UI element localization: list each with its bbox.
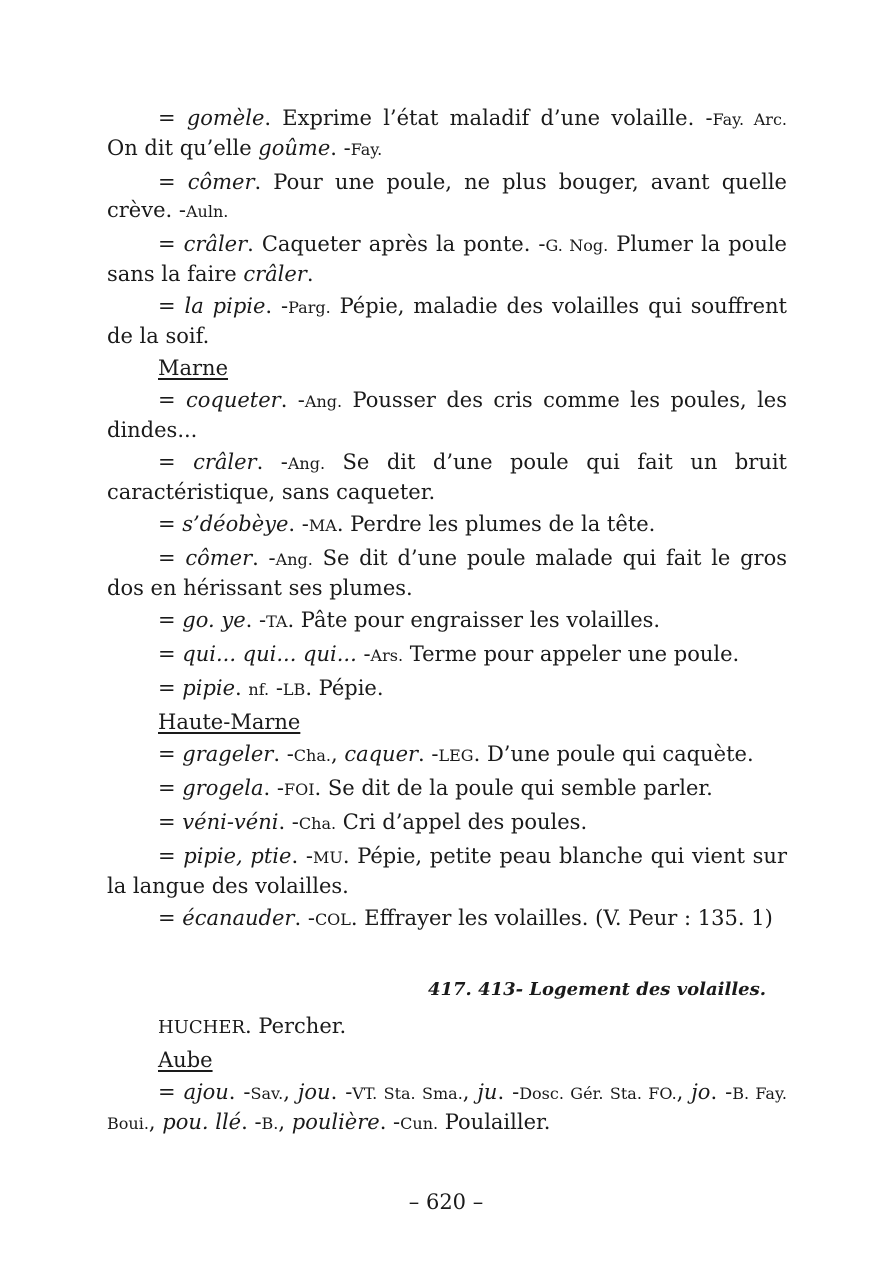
text: . - bbox=[294, 906, 315, 930]
headword: ju bbox=[477, 1080, 498, 1104]
text: = bbox=[158, 676, 183, 700]
headword: gomèle bbox=[186, 106, 265, 130]
text: = bbox=[158, 546, 186, 570]
text: . Pépie. bbox=[305, 676, 384, 700]
headword-caps: HUCHER bbox=[158, 1017, 246, 1038]
headword: pou. llé bbox=[162, 1110, 242, 1134]
text: Terme pour appeler une poule. bbox=[403, 642, 740, 666]
text: = bbox=[158, 810, 183, 834]
text: . - bbox=[245, 608, 267, 632]
source-abbrev: Parg. bbox=[288, 298, 331, 317]
headword: coqueter bbox=[186, 388, 281, 412]
text: = bbox=[158, 844, 184, 868]
text: Plumer la poule sans la faire bbox=[107, 232, 787, 286]
entry-ajou bbox=[107, 1078, 787, 1138]
text: Cri d’appel des poules. bbox=[336, 810, 588, 834]
source-abbrev: B. Fay. Boui. bbox=[107, 1084, 787, 1133]
text: . bbox=[235, 676, 249, 700]
text: = bbox=[158, 170, 188, 194]
entry-ecanauder bbox=[107, 904, 787, 934]
text: . - bbox=[330, 1080, 353, 1104]
headword: crâler bbox=[183, 232, 248, 256]
page-number: – 620 – bbox=[408, 1190, 484, 1214]
text: . - bbox=[497, 1080, 520, 1104]
headword: jou bbox=[297, 1080, 331, 1104]
entry-qui-qui-qui bbox=[107, 640, 787, 670]
entry-coqueter bbox=[107, 386, 787, 444]
text: . - bbox=[710, 1080, 733, 1104]
source-abbrev: LEG bbox=[438, 746, 474, 765]
source-abbrev: Cha. bbox=[293, 746, 331, 765]
text: . Effrayer les volailles. (V. Peur : 135. 1) bbox=[350, 906, 773, 930]
headword: goûme bbox=[258, 136, 331, 160]
source-abbrev: LB bbox=[282, 680, 306, 699]
source-abbrev: COL bbox=[314, 910, 351, 929]
text: . Exprime l’état maladif d’une volaille. - bbox=[264, 106, 713, 130]
source-abbrev: Fay. Arc. bbox=[712, 110, 787, 129]
headword: pipie bbox=[182, 676, 236, 700]
text: . - bbox=[280, 388, 305, 412]
entry-go-ye bbox=[107, 606, 787, 636]
source-abbrev: Auln. bbox=[185, 202, 229, 221]
text: . Percher. bbox=[245, 1014, 347, 1038]
entry-hucher bbox=[107, 1012, 787, 1042]
text: . - bbox=[252, 546, 276, 570]
page-body bbox=[107, 104, 787, 1142]
text: . - bbox=[291, 844, 313, 868]
source-abbrev: FOI bbox=[283, 780, 315, 799]
text: , bbox=[676, 1080, 692, 1104]
headword: crâler bbox=[193, 450, 257, 474]
text: . - bbox=[263, 776, 284, 800]
source-abbrev: Cha. bbox=[298, 814, 337, 833]
text: . - bbox=[273, 742, 294, 766]
headword: cômer bbox=[187, 170, 255, 194]
text: = bbox=[158, 450, 194, 474]
text: = bbox=[158, 106, 187, 130]
text: . - bbox=[418, 742, 439, 766]
text: = bbox=[158, 742, 183, 766]
source-abbrev: B. bbox=[261, 1114, 279, 1133]
region-heading-aube: Aube bbox=[158, 1048, 213, 1072]
source-abbrev: TA bbox=[266, 612, 288, 631]
headword: cômer bbox=[185, 546, 253, 570]
text: . Pépie, petite peau blanche qui vient sur la langue des volailles. bbox=[107, 844, 787, 898]
source-abbrev: MA bbox=[308, 516, 337, 535]
headword: poulière bbox=[291, 1110, 380, 1134]
text: . Pour une poule, ne plus bouger, avant quelle crève. - bbox=[107, 170, 787, 222]
text: . - bbox=[288, 512, 309, 536]
text: . Caqueter après la ponte. - bbox=[247, 232, 546, 256]
text: . - bbox=[256, 450, 288, 474]
source-abbrev: Cun. bbox=[400, 1114, 439, 1133]
entry-grogela bbox=[107, 774, 787, 804]
headword: grogela bbox=[182, 776, 264, 800]
source-abbrev: Ang. bbox=[275, 550, 313, 569]
headword: caquer bbox=[344, 742, 419, 766]
text: Poulailler. bbox=[438, 1110, 551, 1134]
source-abbrev: Ang. bbox=[304, 392, 343, 411]
source-abbrev: MU bbox=[312, 848, 343, 867]
text: . - bbox=[330, 136, 351, 160]
source-abbrev: Ang. bbox=[287, 454, 326, 473]
entry-grageler bbox=[107, 740, 787, 770]
text: . - bbox=[265, 294, 289, 318]
headword: qui... qui... qui... bbox=[182, 642, 357, 666]
text: = bbox=[158, 642, 183, 666]
source-abbrev: VT. Sta. Sma. bbox=[352, 1084, 463, 1103]
text: , bbox=[330, 742, 345, 766]
text: - bbox=[269, 676, 283, 700]
text: = bbox=[158, 906, 183, 930]
text: Se dit d’une poule malade qui fait le gros dos en hérissant ses plumes. bbox=[107, 546, 787, 600]
headword: s’déobèye bbox=[182, 512, 289, 536]
text: On dit qu’elle bbox=[107, 136, 259, 160]
source-abbrev: Dosc. Gér. Sta. FO. bbox=[519, 1084, 677, 1103]
grammar-abbrev: nf. bbox=[248, 680, 270, 699]
headword: jo bbox=[691, 1080, 711, 1104]
text: , bbox=[148, 1110, 163, 1134]
text: . - bbox=[241, 1110, 262, 1134]
headword: crâler bbox=[243, 262, 307, 286]
headword: grageler bbox=[182, 742, 274, 766]
text: = bbox=[158, 294, 185, 318]
entry-gomele bbox=[107, 104, 787, 164]
headword: véni-véni bbox=[182, 810, 279, 834]
text: Pépie, maladie des volailles qui souffrent de la soif. bbox=[107, 294, 787, 348]
entry-sdeobeye bbox=[107, 510, 787, 540]
text: Pousser des cris comme les poules, les dindes... bbox=[107, 388, 787, 442]
text: Se dit d’une poule qui fait un bruit caractéristique, sans caqueter. bbox=[107, 450, 787, 504]
text: . bbox=[306, 262, 314, 286]
text: , bbox=[283, 1080, 298, 1104]
section-heading: 417. 413- Logement des volailles. bbox=[427, 979, 767, 1000]
headword: pipie, ptie bbox=[183, 844, 292, 868]
text: = bbox=[158, 232, 184, 256]
text: , bbox=[462, 1080, 478, 1104]
text: . - bbox=[379, 1110, 401, 1134]
source-abbrev: Fay. bbox=[350, 140, 383, 159]
headword: go. ye bbox=[182, 608, 246, 632]
entry-craler-2 bbox=[107, 448, 787, 506]
source-abbrev: Ars. bbox=[370, 646, 404, 665]
text: . - bbox=[228, 1080, 251, 1104]
entry-la-pipie bbox=[107, 292, 787, 350]
entry-comer-2 bbox=[107, 544, 787, 602]
text: . D’une poule qui caquète. bbox=[473, 742, 754, 766]
text: . Pâte pour engraisser les volailles. bbox=[287, 608, 661, 632]
headword: écanauder bbox=[182, 906, 295, 930]
text: = bbox=[158, 388, 186, 412]
region-heading-haute-marne: Haute-Marne bbox=[158, 710, 301, 734]
entry-veni-veni bbox=[107, 808, 787, 838]
headword: ajou bbox=[183, 1080, 229, 1104]
headword: la pipie bbox=[184, 294, 266, 318]
text: . Perdre les plumes de la tête. bbox=[336, 512, 656, 536]
text: = bbox=[158, 512, 183, 536]
entry-pipie-ptie bbox=[107, 842, 787, 900]
text: . - bbox=[278, 810, 299, 834]
text: = bbox=[158, 1080, 184, 1104]
source-abbrev: Sav. bbox=[250, 1084, 284, 1103]
text: - bbox=[356, 642, 371, 666]
text: . Se dit de la poule qui semble parler. bbox=[314, 776, 713, 800]
source-abbrev: G. Nog. bbox=[545, 236, 609, 255]
text: = bbox=[158, 608, 183, 632]
entry-comer bbox=[107, 168, 787, 226]
entry-craler bbox=[107, 230, 787, 288]
entry-pipie bbox=[107, 674, 787, 704]
region-heading-marne: Marne bbox=[158, 356, 229, 380]
text: , bbox=[278, 1110, 292, 1134]
text: = bbox=[158, 776, 183, 800]
